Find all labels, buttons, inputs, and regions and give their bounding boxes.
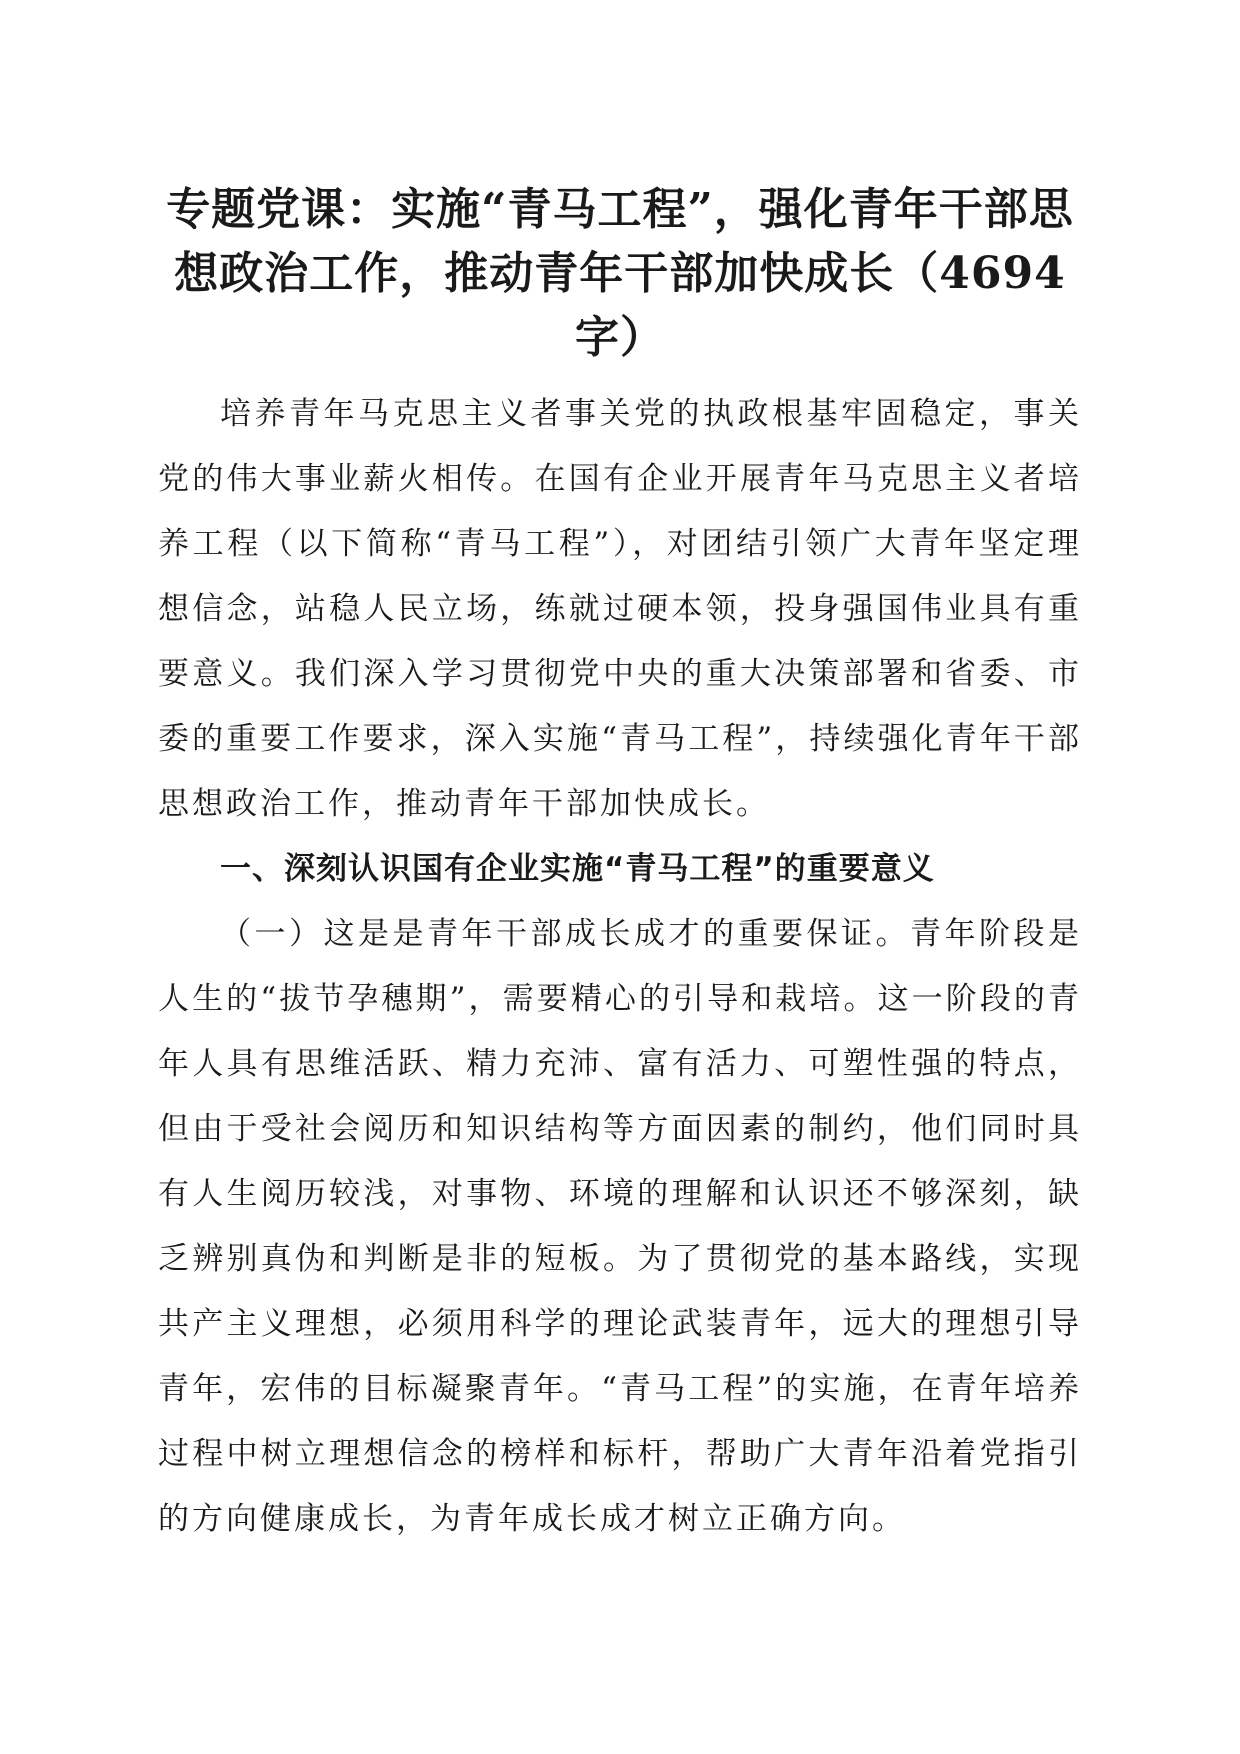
section-paragraph: （一）这是是青年干部成长成才的重要保证。青年阶段是人生的“拔节孕穗期”，需要精心的引导和栽培。这一阶段的青年人具有思维活跃、精力充沛、富有活力、可塑性强的特点，但由于受社会阅历和知识结构等方面因素的制约，他们同时具有人生阅历较浅，对事物、环境的理解和认识还不够深刻，缺乏辨别真伪和判断是非的短板。为了贯彻党的基本路线，实现共产主义理想，必须用科学的理论武装青年，远大的理想引导青年，宏伟的目标凝聚青年。“青马工程”的实施，在青年培养过程中树立理想信念的榜样和标杆，帮助广大青年沿着党指引的方向健康成长，为青年成长成才树立正确方向。 [158, 916, 1082, 1537]
document-body [158, 382, 1082, 1552]
intro-paragraph: 培养青年马克思主义者事关党的执政根基牢固稳定，事关党的伟大事业薪火相传。在国有企业开展青年马克思主义者培养工程（以下简称“青马工程”），对团结引领广大青年坚定理想信念，站稳人民立场，练就过硬本领，投身强国伟业具有重要意义。我们深入学习贯彻党中央的重大决策部署和省委、市委的重要工作要求，深入实施“青马工程”，持续强化青年干部思想政治工作，推动青年干部加快成长。 [158, 396, 1082, 822]
document-title: 专题党课：实施“青马工程”，强化青年干部思想政治工作，推动青年干部加快成长（4694字） [166, 184, 1074, 363]
section-heading: 一、深刻认识国有企业实施“青马工程”的重要意义 [220, 851, 935, 887]
